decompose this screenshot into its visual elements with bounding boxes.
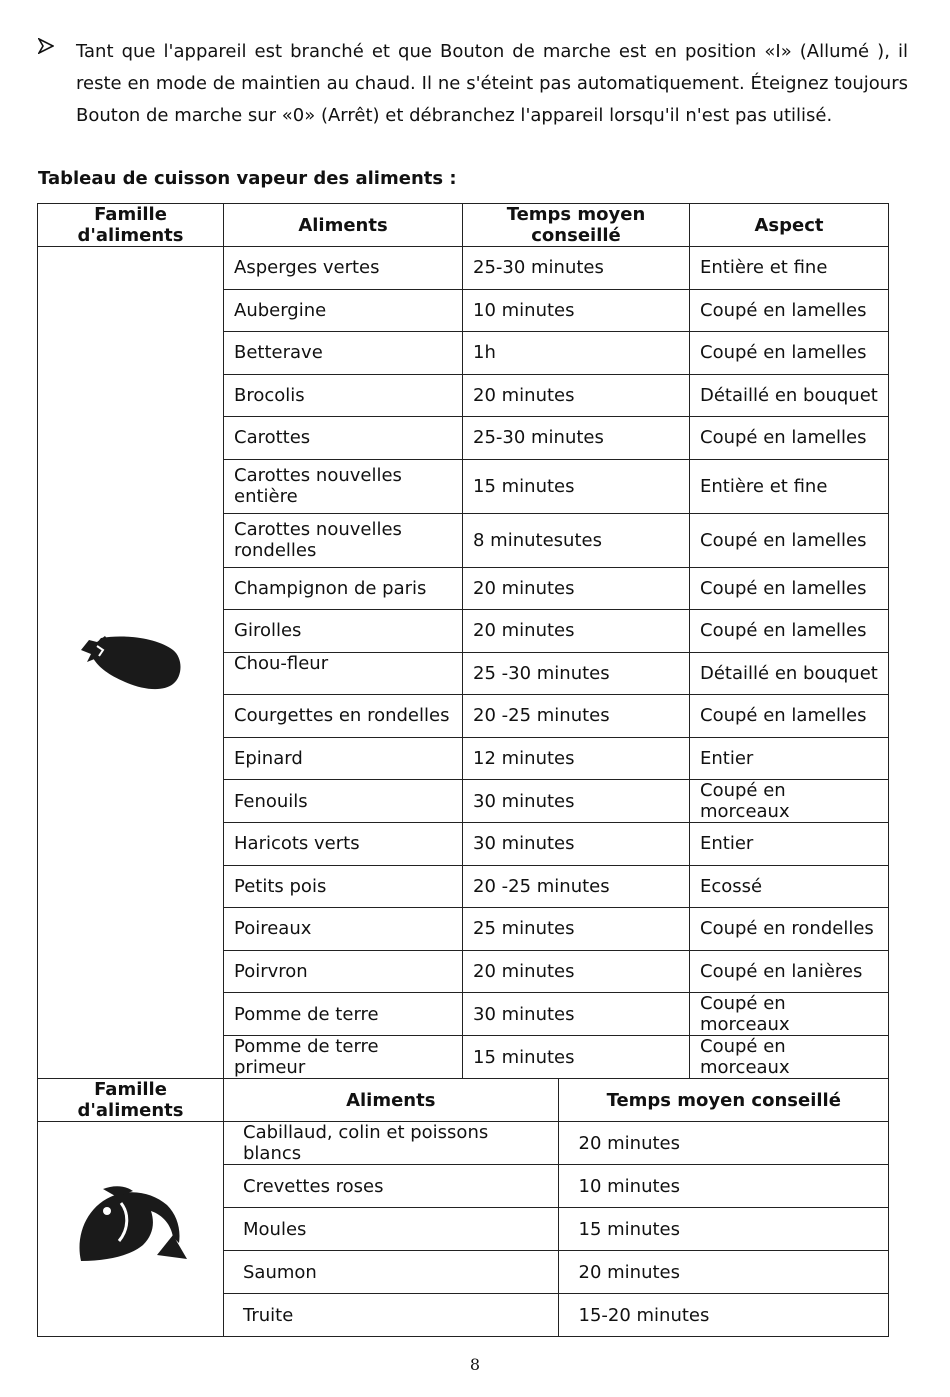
aspect: Ecossé	[690, 865, 889, 908]
aspect: Entier	[690, 737, 889, 780]
column-header: Temps moyen conseillé	[606, 1089, 841, 1111]
food-name: Fenouils	[224, 780, 463, 823]
column-header: Famille d'aliments	[38, 1079, 224, 1122]
cooking-time: 20 -25 minutes	[463, 865, 690, 908]
cooking-time: 20 minutes	[463, 567, 690, 610]
cooking-time: 25-30 minutes	[463, 247, 690, 290]
fish-icon	[73, 1185, 189, 1269]
food-name: Courgettes en rondelles	[224, 695, 463, 738]
cooking-time: 30 minutes	[463, 993, 690, 1036]
page-number: 8	[469, 1355, 481, 1374]
column-header: Aspect	[690, 204, 889, 247]
food-name: Carottes nouvelles entière	[224, 459, 463, 513]
aspect: Détaillé en bouquet	[690, 374, 889, 417]
fish-header-row	[38, 1079, 889, 1122]
food-name: Aubergine	[224, 289, 463, 332]
aspect: Coupé en morceaux	[690, 993, 889, 1036]
aspect: Coupé en morceaux	[690, 780, 889, 823]
aspect: Entière et fine	[690, 459, 889, 513]
cooking-time: 25-30 minutes	[463, 417, 690, 460]
food-name: Crevettes roses	[224, 1165, 558, 1207]
food-name: Truite	[224, 1294, 558, 1336]
food-name: Petits pois	[224, 865, 463, 908]
cooking-time: 20 minutes	[578, 1261, 680, 1283]
food-name: Carottes	[224, 417, 463, 460]
column-header: Aliments	[224, 1079, 558, 1121]
food-name: Poirvron	[224, 950, 463, 993]
cooking-time: 15 minutes	[578, 1218, 680, 1240]
food-name: Chou-fleur	[224, 652, 463, 695]
steam-cooking-table	[37, 203, 889, 1337]
aspect: Coupé en morceaux	[690, 1036, 889, 1079]
table-row	[38, 247, 889, 290]
cooking-time: 15-20 minutes	[578, 1304, 710, 1326]
aspect: Entière et fine	[690, 247, 889, 290]
aspect: Coupé en lamelles	[690, 567, 889, 610]
aspect: Coupé en lamelles	[690, 513, 889, 567]
food-name: Betterave	[224, 332, 463, 375]
food-name: Brocolis	[224, 374, 463, 417]
food-name: Saumon	[224, 1251, 558, 1293]
food-name: Moules	[224, 1208, 558, 1250]
cooking-time: 10 minutes	[578, 1175, 680, 1197]
cooking-time: 20 minutes	[463, 374, 690, 417]
aspect: Coupé en lamelles	[690, 610, 889, 653]
cooking-time: 30 minutes	[463, 780, 690, 823]
cooking-time: 20 minutes	[578, 1132, 680, 1154]
cooking-time: 10 minutes	[463, 289, 690, 332]
eggplant-icon	[79, 628, 183, 692]
cooking-time: 15 minutes	[463, 459, 690, 513]
aspect: Coupé en lamelles	[690, 695, 889, 738]
column-header: Famille d'aliments	[38, 204, 224, 247]
arrowhead-bullet-icon	[38, 38, 54, 54]
food-name: Haricots verts	[224, 823, 463, 866]
column-header: Temps moyen conseillé	[463, 204, 690, 247]
food-name: Pomme de terre primeur	[224, 1036, 463, 1079]
aspect: Coupé en rondelles	[690, 908, 889, 951]
aspect: Coupé en lamelles	[690, 289, 889, 332]
cooking-time: 15 minutes	[463, 1036, 690, 1079]
aspect: Coupé en lanières	[690, 950, 889, 993]
cooking-time: 25 minutes	[463, 908, 690, 951]
cooking-time: 20 -25 minutes	[463, 695, 690, 738]
intro-text: Tant que l'appareil est branché et que Bouton de marche est en position «I» (Allumé ), il reste en mode de maintien au chaud. Il ne s'éteint pas automatiquement. Éteignez toujours Bouton de marche sur «0» (Arrêt) et débranchez l'appareil lorsqu'il n'est pas utilisé.	[76, 41, 908, 126]
cooking-time: 25 -30 minutes	[463, 652, 690, 695]
table-row	[38, 1122, 889, 1165]
vegetable-header-row	[38, 204, 889, 247]
food-name: Cabillaud, colin et poissons blancs	[224, 1122, 558, 1164]
column-header: Aliments	[224, 204, 463, 247]
intro-bullet	[38, 36, 908, 132]
fish-icon-cell	[38, 1122, 224, 1337]
aspect: Détaillé en bouquet	[690, 652, 889, 695]
cooking-time: 12 minutes	[463, 737, 690, 780]
cooking-time: 30 minutes	[463, 823, 690, 866]
food-name: Asperges vertes	[224, 247, 463, 290]
food-name: Epinard	[224, 737, 463, 780]
aspect: Coupé en lamelles	[690, 417, 889, 460]
vegetable-icon-cell	[38, 247, 224, 1079]
food-name: Girolles	[224, 610, 463, 653]
table-title: Tableau de cuisson vapeur des aliments :	[38, 168, 457, 189]
cooking-time: 1h	[463, 332, 690, 375]
food-name: Poireaux	[224, 908, 463, 951]
cooking-time: 8 minutesutes	[463, 513, 690, 567]
food-name: Carottes nouvelles rondelles	[224, 513, 463, 567]
cooking-time: 20 minutes	[463, 950, 690, 993]
aspect: Coupé en lamelles	[690, 332, 889, 375]
food-name: Pomme de terre	[224, 993, 463, 1036]
aspect: Entier	[690, 823, 889, 866]
cooking-time: 20 minutes	[463, 610, 690, 653]
food-name: Champignon de paris	[224, 567, 463, 610]
